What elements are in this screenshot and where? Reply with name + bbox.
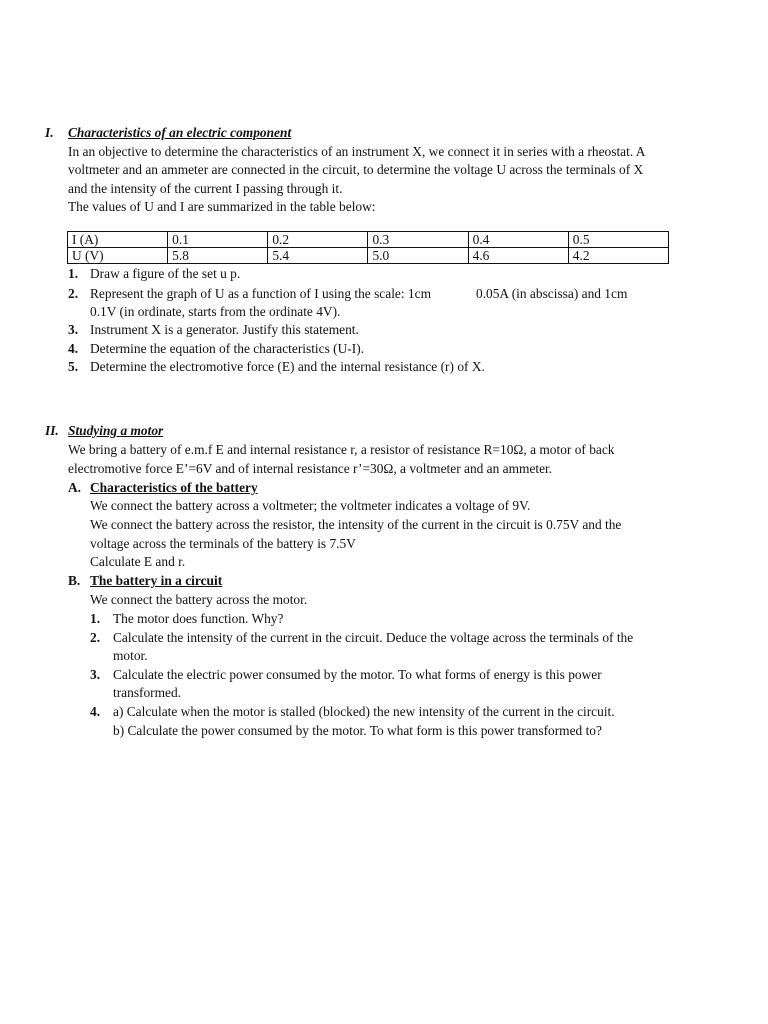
part-b-title: The battery in a circuit: [90, 573, 223, 588]
question-item: [68, 322, 359, 338]
question-text: a) Calculate when the motor is stalled (blocked) the new intensity of the current in the circuit.: [113, 704, 615, 719]
part-a-heading: [68, 480, 258, 496]
part-a-line: We connect the battery across a voltmeter; the voltmeter indicates a voltage of 9V.: [90, 498, 531, 513]
table-cell: 0.5: [568, 232, 668, 248]
question-item: [90, 611, 283, 627]
question-item: [68, 286, 431, 302]
table-cell: 4.2: [568, 248, 668, 264]
table-cell: 0.2: [268, 232, 368, 248]
part-b-intro: We connect the battery across the motor.: [90, 592, 308, 607]
table-cell: 0.4: [468, 232, 568, 248]
question-number: 4.: [90, 704, 101, 719]
table-cell: 0.3: [368, 232, 468, 248]
part-b-letter: B.: [68, 573, 81, 588]
part-a-line: voltage across the terminals of the battery is 7.5V: [90, 536, 356, 551]
part-a-title: Characteristics of the battery: [90, 480, 258, 495]
section-1-numeral: I.: [45, 125, 54, 140]
section-2-intro-line: We bring a battery of e.m.f E and internal resistance r, a resistor of resistance R=10Ω, a motor of back: [68, 442, 615, 457]
question-number: 4.: [68, 341, 79, 356]
question-text: b) Calculate the power consumed by the motor. To what form is this power transformed to?: [113, 723, 602, 738]
question-number: 2.: [68, 286, 79, 301]
part-a-letter: A.: [68, 480, 82, 495]
table-cell: 4.6: [468, 248, 568, 264]
question-text: Determine the electromotive force (E) and the internal resistance (r) of X.: [90, 359, 485, 374]
table-cell: 5.4: [268, 248, 368, 264]
table-cell: 5.8: [168, 248, 268, 264]
question-text: 0.1V (in ordinate, starts from the ordinate 4V).: [90, 304, 341, 319]
question-number: 1.: [68, 266, 79, 281]
question-text-tail: 0.05A (in abscissa) and 1cm: [476, 286, 628, 301]
table-cell: 5.0: [368, 248, 468, 264]
question-number: 1.: [90, 611, 101, 626]
table-cell: 0.1: [168, 232, 268, 248]
section-1-intro-line: and the intensity of the current I passing through it.: [68, 181, 343, 196]
question-item: [90, 704, 615, 720]
question-text: Instrument X is a generator. Justify this statement.: [90, 322, 359, 337]
table-row: [68, 232, 669, 248]
question-text: Calculate the electric power consumed by the motor. To what forms of energy is this power: [113, 667, 602, 682]
section-1-title: Characteristics of an electric component: [68, 125, 292, 140]
section-1-intro-line: In an objective to determine the characteristics of an instrument X, we connect it in series with a rheostat. A: [68, 144, 646, 159]
section-2-title: Studying a motor: [68, 423, 164, 438]
question-text: The motor does function. Why?: [113, 611, 284, 626]
question-item: [68, 359, 485, 375]
question-number: 5.: [68, 359, 79, 374]
question-item: [68, 266, 240, 282]
section-1-intro-line: The values of U and I are summarized in the table below:: [68, 199, 376, 214]
question-number: 2.: [90, 630, 101, 645]
question-text: Draw a figure of the set u p.: [90, 266, 241, 281]
table-cell: I (A): [68, 232, 168, 248]
part-a-line: Calculate E and r.: [90, 554, 186, 569]
part-a-line: We connect the battery across the resistor, the intensity of the current in the circuit is 0.75V and the: [90, 517, 622, 532]
table-cell: U (V): [68, 248, 168, 264]
question-item: [68, 341, 364, 357]
table-row: [68, 248, 669, 264]
measurements-table: [67, 231, 669, 264]
section-2-intro-line: electromotive force E’=6V and of internal resistance r’=30Ω, a voltmeter and an ammeter.: [68, 461, 553, 476]
section-2-numeral: II.: [45, 423, 59, 438]
section-1-intro-line: voltmeter and an ammeter are connected in the circuit, to determine the voltage U across the terminals of X: [68, 162, 644, 177]
section-1-heading: [45, 125, 291, 141]
question-number: 3.: [90, 667, 101, 682]
question-text: Determine the equation of the characteristics (U-I).: [90, 341, 365, 356]
question-item: [90, 630, 633, 646]
question-number: 3.: [68, 322, 79, 337]
question-text: Represent the graph of U as a function of I using the scale: 1cm: [90, 286, 431, 301]
question-item: [90, 667, 602, 683]
part-b-heading: [68, 573, 222, 589]
question-text: Calculate the intensity of the current in the circuit. Deduce the voltage across the terminals of the: [113, 630, 634, 645]
question-text: motor.: [113, 648, 148, 663]
section-2-heading: [45, 423, 163, 439]
question-text: transformed.: [113, 685, 182, 700]
